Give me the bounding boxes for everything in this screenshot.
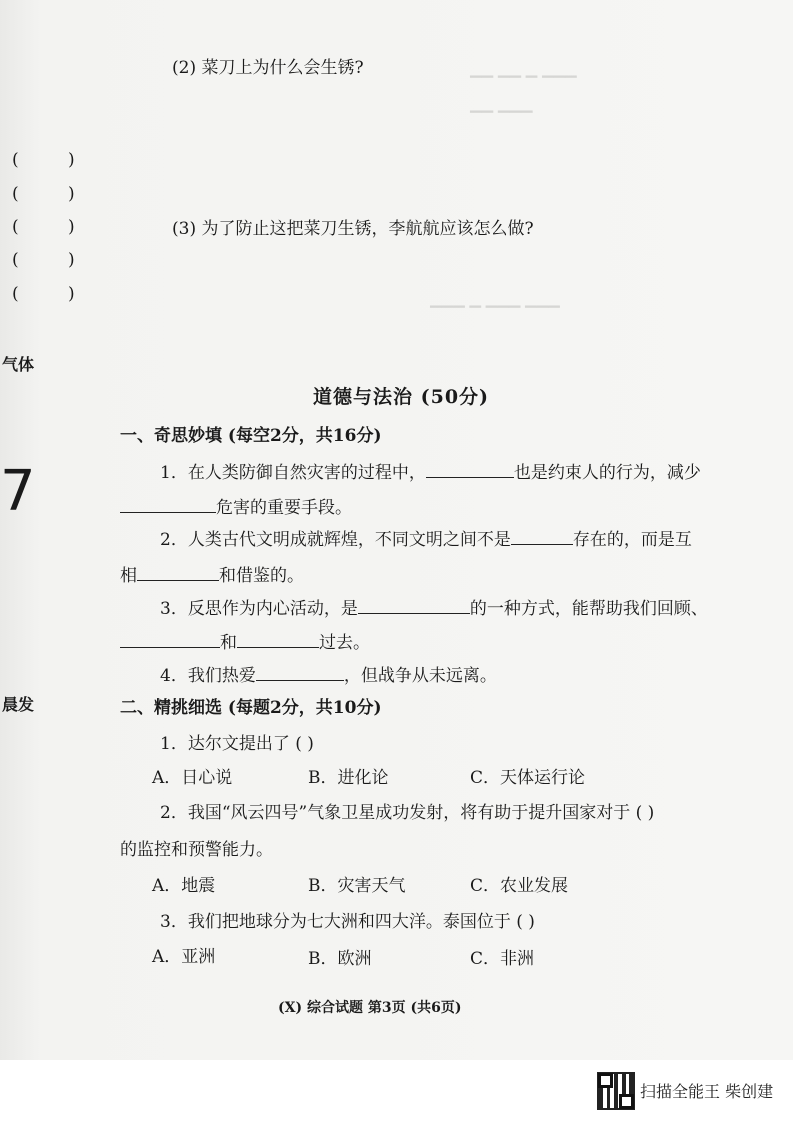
part-heading: 一、奇思妙填 (每空2分，共16分) [120, 426, 382, 446]
margin-fragment: 气体 [2, 355, 35, 374]
answer-blank[interactable] [358, 595, 470, 614]
fill-question [160, 595, 708, 620]
answer-paren: ( ) [12, 217, 97, 237]
fill-question [160, 662, 497, 687]
fill-question [120, 562, 304, 587]
choice-option[interactable]: A．地震 [152, 876, 216, 896]
choice-option[interactable]: C．天体运行论 [470, 768, 586, 788]
question-text: 4．我们热爱 [160, 666, 256, 686]
choice-option[interactable]: A．日心说 [152, 768, 233, 788]
choice-question: 1．达尔文提出了 ( ) [160, 734, 314, 754]
part-heading: 二、精挑细选 (每题2分，共10分) [120, 698, 382, 718]
answer-paren: ( ) [12, 150, 97, 170]
question-text: (2) 菜刀上为什么会生锈? [172, 58, 364, 78]
choice-question: 的监控和预警能力。 [120, 840, 273, 860]
answer-blank[interactable] [120, 629, 220, 648]
question-text: 过去。 [319, 633, 370, 653]
choice-option[interactable]: C．农业发展 [470, 876, 569, 896]
answer-paren: ( ) [12, 284, 97, 304]
question-text: 的一种方式，能帮助我们回顾、 [469, 599, 708, 619]
question-text: 和 [220, 633, 237, 653]
question-text: 也是约束人的行为，减少 [513, 463, 701, 483]
fill-question [160, 459, 701, 484]
question-text: 相 [120, 566, 137, 586]
answer-blank[interactable] [137, 562, 219, 581]
section-title: 道德与法治 (50分) [313, 386, 490, 408]
answer-blank[interactable] [120, 494, 216, 513]
margin-fragment: 7 [0, 459, 36, 524]
answer-blank[interactable] [426, 459, 514, 478]
answer-blank[interactable] [256, 662, 344, 681]
fill-question [120, 629, 370, 654]
scanner-watermark: 扫描全能王 柴创建 [640, 1082, 774, 1101]
choice-option[interactable]: B．欧洲 [308, 949, 372, 969]
question-text: ，但战争从未远离。 [343, 666, 497, 686]
bleed-through: ▁▁▁ ▁ ▁▁▁ ▁▁▁ [430, 290, 560, 308]
answer-blank[interactable] [511, 526, 573, 545]
choice-option[interactable]: A．亚洲 [152, 947, 216, 967]
question-text: 危害的重要手段。 [216, 498, 352, 518]
choice-option[interactable]: C．非洲 [470, 949, 535, 969]
question-text: 2．人类古代文明成就辉煌，不同文明之间不是 [160, 530, 511, 550]
bleed-through: ▁▁ ▁▁ ▁ ▁▁▁ [470, 60, 577, 78]
page-footer: (X) 综合试题 第3页 (共6页) [278, 1000, 462, 1016]
answer-paren: ( ) [12, 250, 97, 270]
question-text: (3) 为了防止这把菜刀生锈，李航航应该怎么做? [172, 219, 534, 239]
answer-paren: ( ) [12, 184, 97, 204]
question-text: 和借鉴的。 [219, 566, 304, 586]
question-text: 存在的，而是互 [572, 530, 692, 550]
margin-fragment: 晨发 [2, 695, 35, 714]
question-text: 3．反思作为内心活动，是 [160, 599, 358, 619]
answer-blank[interactable] [237, 629, 319, 648]
choice-option[interactable]: B．灾害天气 [308, 876, 406, 896]
question-text: 1．在人类防御自然灾害的过程中， [160, 463, 426, 483]
choice-question: 2．我国“风云四号”气象卫星成功发射，将有助于提升国家对于 ( ) [160, 803, 655, 823]
bleed-through: ▁▁ ▁▁▁ [470, 95, 533, 113]
qr-code-icon [597, 1072, 635, 1110]
fill-question [160, 526, 692, 551]
fill-question [120, 494, 352, 519]
choice-option[interactable]: B．进化论 [308, 768, 389, 788]
choice-question: 3．我们把地球分为七大洲和四大洋。泰国位于 ( ) [160, 912, 535, 932]
